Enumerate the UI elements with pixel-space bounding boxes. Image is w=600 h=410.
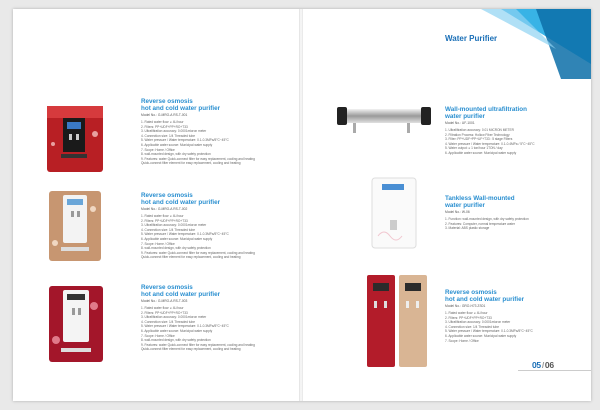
feature-item: 2. Filters: PP+UDF+PP+RO+T33 — [141, 124, 188, 129]
feature-item: 6. Applicable water source: Municipal water supply — [445, 150, 517, 155]
footer-rule — [518, 370, 591, 371]
feature-list — [141, 214, 255, 260]
product-model: Model No.: G-MRO-A RS-T-003 — [141, 299, 188, 303]
feature-item: 3. Ultrafiltration accuracy: 0.0001micron meter — [141, 129, 207, 134]
page-number — [532, 360, 554, 370]
product-card — [141, 192, 255, 260]
product-card — [141, 284, 255, 352]
product-image-tankless — [370, 176, 418, 250]
feature-item: 2. Filters: PP+UDF+PP+RO+T33 — [141, 218, 188, 223]
feature-item: 5. Water pressure / Water temperature: 0.1-0.3MPa/5°C~45°C — [445, 329, 533, 334]
feature-item: 7. Scope: Home / Office — [445, 338, 479, 343]
feature-item: 5. Water pressure / Water temperature: 0.1-0.3MPa/5°C~45°C — [141, 138, 229, 143]
catalog-spread — [13, 9, 591, 401]
product-model: Model No.: G-MRO-A RS-T-002 — [141, 207, 188, 211]
product-card — [445, 106, 535, 156]
page-number-right: 06 — [544, 360, 554, 370]
product-card — [445, 195, 529, 231]
feature-item: 6. Applicable water source: Municipal water supply — [141, 236, 213, 241]
product-name: Tankless Wall-mounted water purifier — [445, 195, 515, 209]
page-number-left: 05 — [532, 360, 541, 370]
page-fold — [299, 9, 303, 401]
feature-item: 7. Scope: Home / Office — [141, 241, 175, 246]
feature-item: 3. Ultrafiltration accuracy: 0.0001micron meter — [445, 320, 511, 325]
feature-item: 9. Features: water Quick-connect filter for easy replacement, cooling and heating — [141, 342, 255, 347]
feature-item: 4. Water pressure / Water temperature: 0.1-0.4MPa / 5°C~45°C — [445, 141, 535, 146]
feature-item: 4. Connection size: 1/4 Threaded tube — [445, 324, 499, 329]
feature-item: 7. Scope: Home / Office — [141, 333, 175, 338]
feature-item: Quick-connect filter element for easy replacement, cooling and heating — [141, 255, 241, 260]
feature-item: 7. Scope: Home / Office — [141, 147, 175, 152]
feature-item: 1. Rated water flow: ≥ 4L/hour — [445, 311, 488, 315]
feature-item: 2. Features: Computer, normal temperature water — [445, 221, 515, 226]
product-image-ro-red — [45, 104, 105, 174]
page-number-separator: / — [541, 360, 544, 370]
product-image-uf-tube — [335, 97, 433, 137]
feature-list — [445, 217, 529, 231]
product-model: Model No.: UF-1001 — [445, 121, 475, 125]
feature-item: 6. Applicable water source: Municipal water supply — [141, 328, 213, 333]
corner-decoration — [481, 9, 591, 79]
product-name: Reverse osmosis hot and cold water purifier — [141, 98, 221, 112]
feature-list — [445, 311, 533, 343]
feature-item: 1. Rated water flow: ≥ 4L/hour — [141, 120, 184, 124]
feature-item: 2. Filtration Process: Hollow Fiber Technology — [445, 132, 510, 137]
feature-item: 1. Ultrafiltration accuracy: 0.01 MICRON METER — [445, 128, 514, 132]
feature-item: 9. Features: water Quick-connect filter for easy replacement, cooling and heating — [141, 156, 255, 161]
product-name: Reverse osmosis hot and cold water purifier — [445, 289, 525, 303]
feature-item: 5. Water pressure / Water temperature: 0.1-0.3MPa/5°C~45°C — [141, 232, 229, 237]
feature-item: Quick-connect filter element for easy replacement, cooling and heating — [141, 161, 241, 166]
product-name: Reverse osmosis hot and cold water purifier — [141, 284, 221, 298]
feature-item: 8. wall-mounted design, with dry safety protection — [141, 246, 211, 251]
feature-item: Quick-connect filter element for easy replacement, cooling and heating — [141, 347, 241, 352]
product-model: Model No.: GRO-H73 ZS01 — [445, 304, 486, 308]
feature-item: 8. wall-mounted design, with dry safety protection — [141, 152, 211, 157]
feature-list — [445, 128, 535, 156]
feature-item: 3. Ultrafiltration accuracy: 0.0001micron meter — [141, 315, 207, 320]
feature-item: 6. Applicable water source: Municipal water supply — [141, 142, 213, 147]
page-title: Water Purifier — [445, 34, 498, 43]
feature-item: 3. Material: ABS plastic storage — [445, 226, 490, 231]
feature-item: 1. Rated water flow: ≥ 4L/hour — [141, 306, 184, 310]
product-card — [141, 98, 255, 166]
feature-item: 8. wall-mounted design, with dry safety protection — [141, 338, 211, 343]
product-image-ro-gold — [47, 189, 103, 263]
product-model: Model No.: G-MRO-A RS-T-001 — [141, 113, 188, 117]
feature-item: 4. Connection size: 1/4 Threaded tube — [141, 319, 195, 324]
feature-item: 5. Water pressure / Water temperature: 0.1-0.3MPa/5°C~45°C — [141, 324, 229, 329]
feature-item: 3. Ultrafiltration accuracy: 0.0001micron meter — [141, 223, 207, 228]
feature-item: 9. Features: water Quick-connect filter for easy replacement, cooling and heating — [141, 250, 255, 255]
feature-item: 4. Connection size: 1/4 Threaded tube — [141, 227, 195, 232]
feature-item: 6. Applicable water source: Municipal water supply — [445, 333, 517, 338]
product-card — [445, 289, 533, 343]
product-name: Wall-mounted ultrafiltration water purifier — [445, 106, 527, 120]
product-image-floor-dispensers — [365, 271, 429, 369]
feature-list — [141, 120, 255, 166]
feature-item: 4. Connection size: 1/4 Threaded tube — [141, 133, 195, 138]
product-name: Reverse osmosis hot and cold water purifier — [141, 192, 221, 206]
feature-item: 2. Filters: PP+UDF+PP+RO+T33 — [141, 310, 188, 315]
feature-item: 5. Water output: ≥ 1 ton/hour 1TON / day — [445, 146, 503, 151]
feature-item: 3. Filter: PP+UDF+PP+UF+T33 : 5 stage Filters — [445, 137, 513, 142]
product-model: Model No.: W-06 — [445, 210, 470, 214]
product-image-ro-floral — [47, 284, 105, 364]
feature-item: 1. Function: wall-mounted design, with dry safety protection — [445, 217, 529, 221]
feature-list — [141, 306, 255, 352]
feature-item: 2. Filters: PP+UDF+PP+RO+T33 — [445, 315, 492, 320]
feature-item: 1. Rated water flow: ≥ 4L/hour — [141, 214, 184, 218]
